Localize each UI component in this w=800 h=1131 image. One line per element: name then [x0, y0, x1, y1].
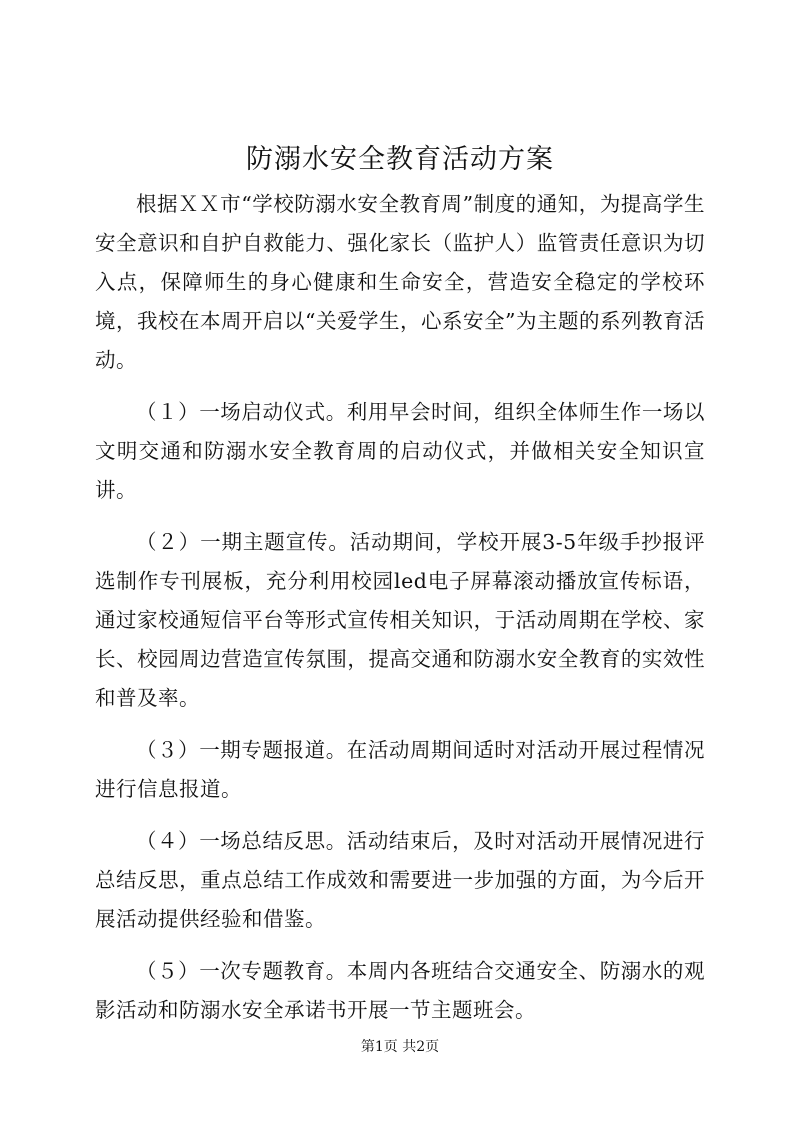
document-body [95, 185, 705, 1043]
document-title: 防溺水安全教育活动方案 [246, 144, 554, 175]
paragraph-item-3: （３）一期专题报道。在活动周期间适时对活动开展过程情况进行信息报道。 [95, 738, 705, 801]
paragraph-item-4: （４）一场总结反思。活动结束后，及时对活动开展情况进行总结反思，重点总结工作成效和需要进一步加强的方面，为今后开展活动提供经验和借鉴。 [95, 829, 705, 931]
paragraph-item-2: （２）一期主题宣传。活动期间，学校开展3-5年级手抄报评选制作专刊展板，充分利用校园led电子屏幕滚动播放宣传标语，通过家校通短信平台等形式宣传相关知识，于活动周期在学校、家长、校园周边营造宣传氛围，提高交通和防溺水安全教育的实效性和普及率。 [95, 530, 705, 710]
paragraph-intro: 根据ＸＸ市“学校防溺水安全教育周”制度的通知，为提高学生安全意识和自护自救能力、强化家长（监护人）监管责任意识为切入点，保障师生的身心健康和生命安全，营造安全稳定的学校环境，我校在本周开启以“关爱学生，心系安全”为主题的系列教育活动。 [95, 192, 705, 372]
paragraph-item-1: （１）一场启动仪式。利用早会时间，组织全体师生作一场以文明交通和防溺水安全教育周的启动仪式，并做相关安全知识宣讲。 [95, 400, 705, 502]
paragraph-item-5: （５）一次专题教育。本周内各班结合交通安全、防溺水的观影活动和防溺水安全承诺书开展一节主题班会。 [95, 959, 705, 1022]
page-number-footer: 第1页 共2页 [360, 1039, 440, 1055]
